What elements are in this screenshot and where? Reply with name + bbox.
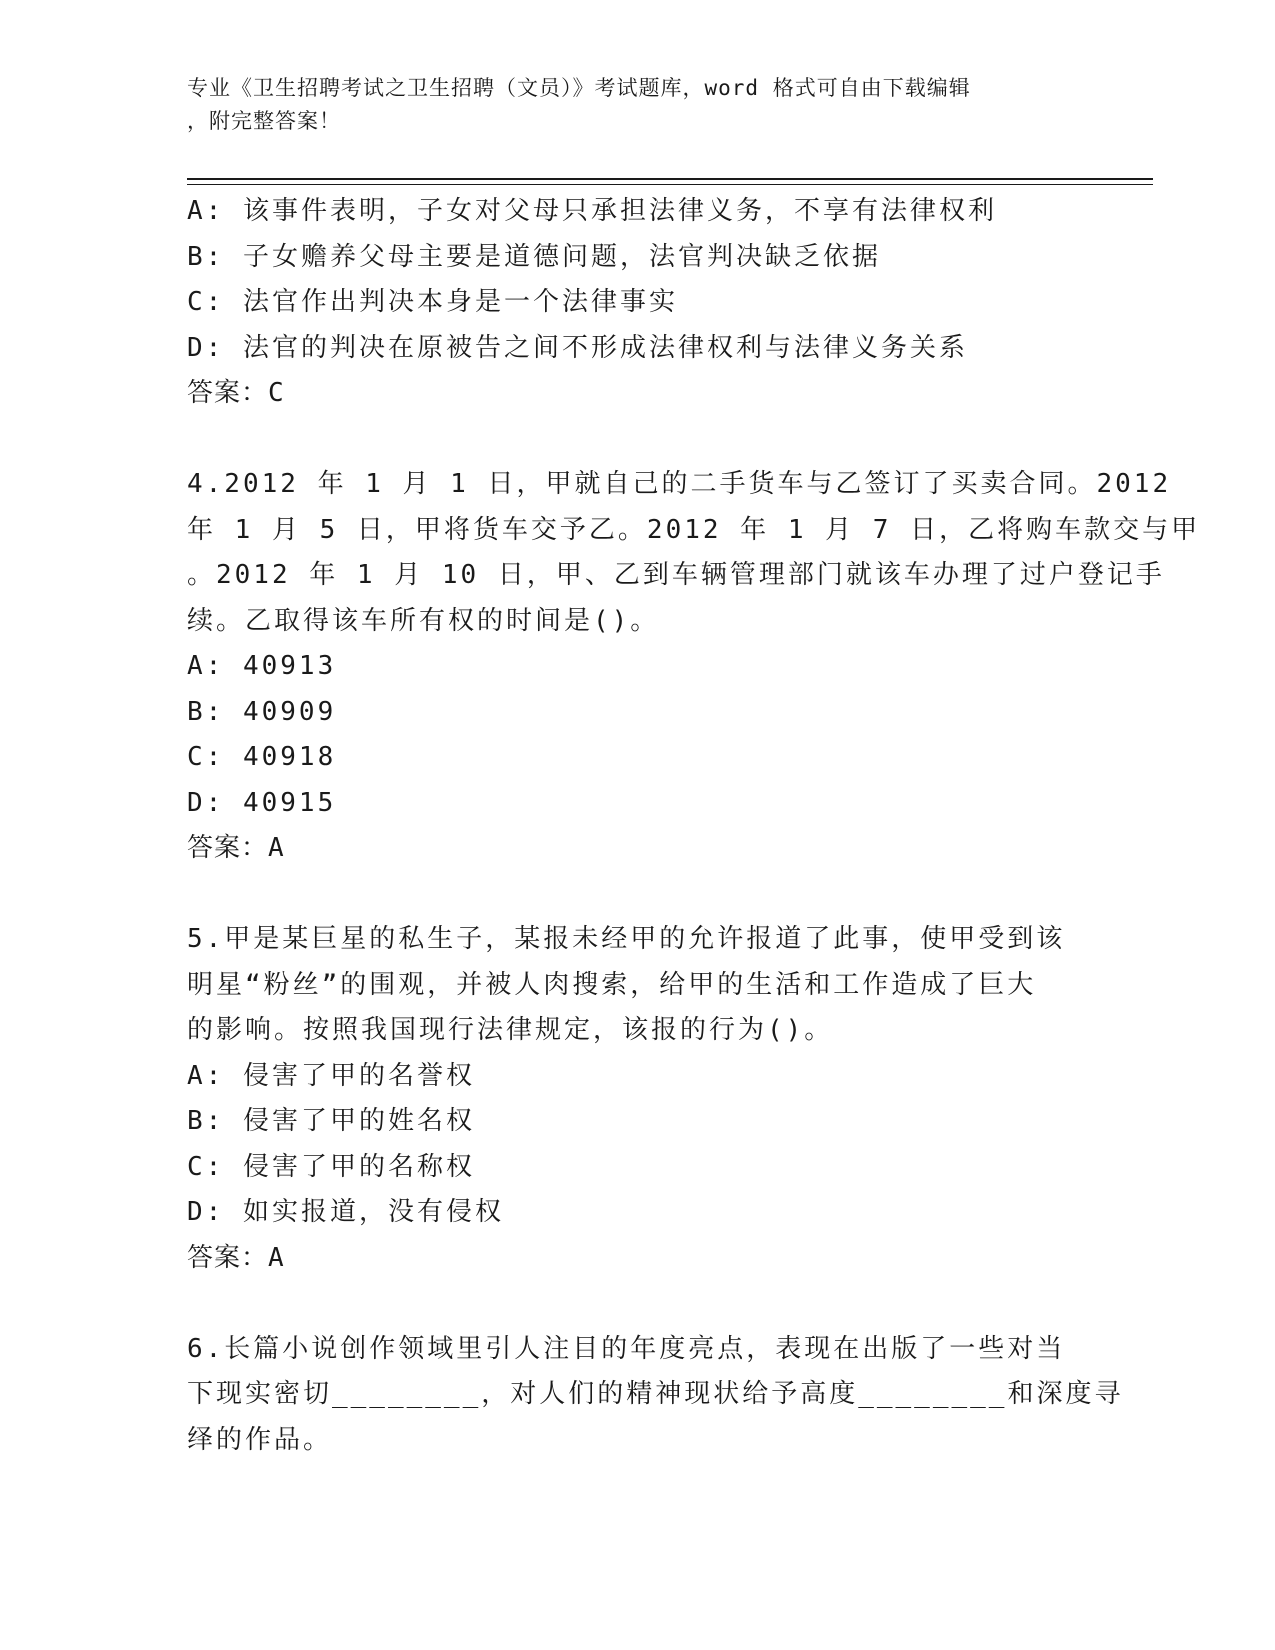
question-stem-line: 5.甲是某巨星的私生子，某报未经甲的允许报道了此事，使甲受到该 (187, 924, 1066, 954)
header-divider-thin (187, 184, 1153, 185)
option-a: A: 40913 (187, 651, 337, 681)
option-b: B: 侵害了甲的姓名权 (187, 1106, 475, 1136)
option-d: D: 法官的判决在原被告之间不形成法律权利与法律义务关系 (187, 332, 968, 363)
question-5 (187, 917, 1087, 1281)
question-stem-line: 4.2012 年 1 月 1 日，甲就自己的二手货车与乙签订了买卖合同。2012 (187, 469, 1172, 499)
question-content (187, 189, 1201, 1463)
question-stem-line: 6.长篇小说创作领域里引人注目的年度亮点，表现在出版了一些对当 (187, 1333, 1066, 1364)
question-stem-line: 明星“粉丝”的围观，并被人肉搜索，给甲的生活和工作造成了巨大 (187, 969, 1037, 1000)
option-d: D: 40915 (187, 787, 337, 818)
header-divider-thick (187, 178, 1153, 180)
spacer (187, 1281, 1087, 1327)
question-3 (187, 189, 1087, 417)
question-stem-line: 绎的作品。 (187, 1424, 333, 1455)
option-c: C: 侵害了甲的名称权 (187, 1151, 475, 1182)
header-line-1: 专业《卫生招聘考试之卫生招聘（文员）》考试题库，word 格式可自由下载编辑 (187, 76, 971, 100)
question-stem-line: 的影响。按照我国现行法律规定，该报的行为()。 (187, 1015, 834, 1045)
question-stem-line: 下现实密切________，对人们的精神现状给予高度________和深度寻 (187, 1379, 1124, 1409)
question-stem-line: 续。乙取得该车所有权的时间是()。 (187, 605, 660, 636)
answer-line: 答案：C (187, 378, 285, 408)
answer-line: 答案：A (187, 1242, 285, 1273)
option-b: B: 子女赡养父母主要是道德问题，法官判决缺乏依据 (187, 241, 881, 272)
question-stem-line: 。2012 年 1 月 10 日，甲、乙到车辆管理部门就该车办理了过户登记手 (187, 560, 1165, 590)
document-header (187, 72, 1067, 138)
header-line-2: ，附完整答案！ (187, 109, 341, 133)
question-4 (187, 462, 1201, 872)
option-c: C: 法官作出判决本身是一个法律事实 (187, 287, 678, 317)
question-6 (187, 1327, 1124, 1464)
option-a: A: 侵害了甲的名誉权 (187, 1060, 475, 1091)
option-c: C: 40918 (187, 742, 337, 772)
option-d: D: 如实报道，没有侵权 (187, 1197, 504, 1227)
spacer (187, 872, 1087, 918)
answer-line: 答案：A (187, 833, 285, 863)
spacer (187, 417, 1087, 463)
question-stem-line: 年 1 月 5 日，甲将货车交予乙。2012 年 1 月 7 日，乙将购车款交与甲 (187, 514, 1201, 545)
option-a: A: 该事件表明，子女对父母只承担法律义务，不享有法律权利 (187, 196, 997, 226)
option-b: B: 40909 (187, 696, 337, 727)
